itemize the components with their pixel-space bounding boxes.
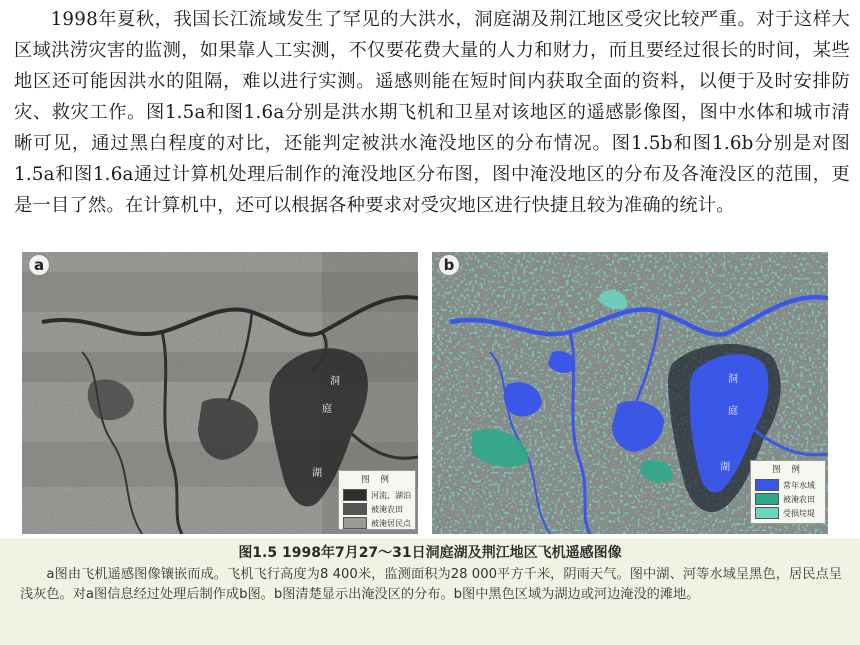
legend-title: 图 例 [772,465,804,475]
flood-map-panel-b [432,252,828,534]
legend-item [751,478,825,492]
legend-item [751,492,825,506]
legend-item [339,516,415,530]
legend-item [339,488,415,502]
legend-item [751,506,825,520]
legend-label: 常年水域 [783,480,815,490]
legend-swatch [343,489,367,501]
legend-swatch [755,507,779,519]
map-label: 湖 [720,462,730,473]
legend-title: 图 例 [361,475,393,485]
legend-swatch [343,503,367,515]
figure-note: a图由飞机遥感图像镶嵌而成。飞机飞行高度为8 400米，监测面积为28 000平方千米，阴雨天气。图中湖、河等水域呈黑色，居民点呈浅灰色。对a图信息经过处理后制作成b图。b图清楚显示出淹没区的分布。b图中黑色区域为湖边或河边淹没的滩地。 [20,567,842,602]
legend-label: 被淹农田 [783,494,815,504]
map-label: 庭 [728,406,738,417]
figure-title: 图1.5 1998年7月27～31日洞庭湖及荆江地区飞机遥感图像 [238,545,622,561]
map-label: 湖 [312,468,322,479]
legend-swatch [755,493,779,505]
figure-note-block [20,565,842,604]
legend-item [339,502,415,516]
body-paragraph: 1998年夏秋，我国长江流域发生了罕见的大洪水，洞庭湖及荆江地区受灾比较严重。对于这样大区域洪涝灾害的监测，如果靠人工实测，不仅要花费大量的人力和财力，而且要经过很长的时间，某些地区还可能因洪水的阻隔，难以进行实测。遥感则能在短时间内获取全面的资料，以便于及时安排防灾、救灾工作。图1.5a和图1.6a分别是洪水期飞机和卫星对该地区的遥感影像图，图中水体和城市清晰可见，通过黑白程度的对比，还能判定被洪水淹没地区的分布情况。图1.5b和图1.6b分别是对图1.5a和图1.6a通过计算机处理后制作的淹没地区分布图，图中淹没地区的分布及各淹没区的范围，更是一目了然。在计算机中，还可以根据各种要求对受灾地区进行快捷且较为准确的统计。 [14,9,850,216]
aerial-image-panel-a [22,252,418,534]
figure-1-5 [22,252,834,536]
body-paragraph-block [14,4,850,221]
legend-a [338,470,416,530]
legend-label: 河流、湖泊 [371,490,411,500]
legend-label: 被淹农田 [371,504,403,514]
legend-b [750,460,826,524]
map-label: 洞 [728,374,738,385]
panel-a-letter: a [28,254,50,276]
legend-swatch [343,517,367,529]
map-label: 庭 [322,404,332,415]
panel-b-letter: b [438,254,460,276]
legend-swatch [755,479,779,491]
map-label: 洞 [330,376,340,387]
legend-label: 受损垸堤 [783,508,815,518]
legend-label: 被淹居民点 [371,518,411,528]
